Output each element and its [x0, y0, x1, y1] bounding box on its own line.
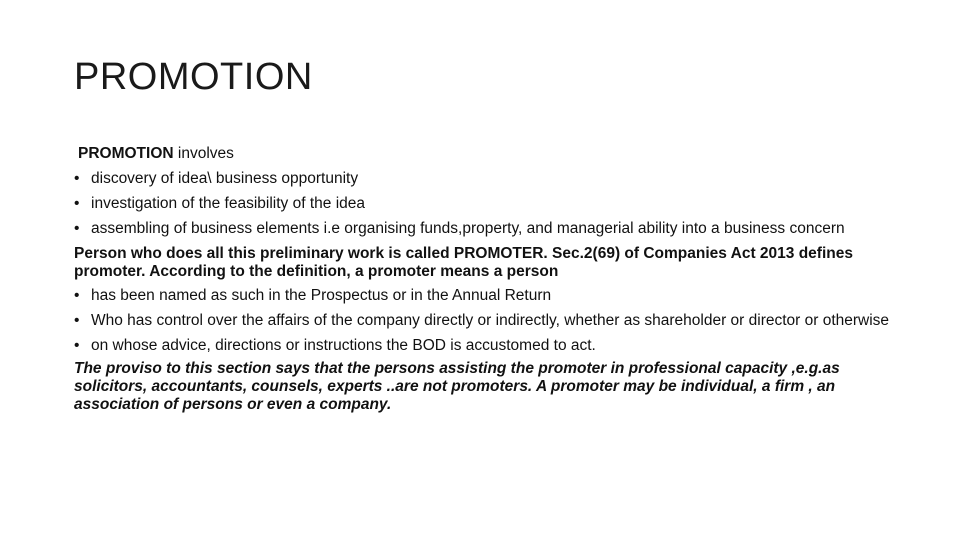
slide-body	[74, 143, 894, 414]
bullet-dot: •	[74, 337, 80, 354]
bullet-text: assembling of business elements i.e organising funds,property, and managerial ability into a business concern	[91, 220, 845, 237]
proviso-text: The proviso to this section says that the persons assisting the promoter in professional capacity ,e.g.as solicitors, accountants, counsels, experts ..are not promoters. A promoter may be individual, a firm , an association of persons or even a company.	[74, 360, 840, 413]
list-item	[74, 285, 894, 306]
list-item	[74, 310, 894, 331]
bullet-text: Who has control over the affairs of the company directly or indirectly, whether as shareholder or director or otherwise	[91, 312, 890, 329]
intro-line	[74, 143, 894, 164]
bullet-text: has been named as such in the Prospectus or in the Annual Return	[91, 287, 552, 304]
list-item	[74, 193, 894, 214]
slide-title: PROMOTION	[74, 56, 313, 98]
bullet-dot: •	[74, 312, 80, 329]
bullet-text: investigation of the feasibility of the idea	[91, 195, 366, 212]
bullet-text: on whose advice, directions or instructions the BOD is accustomed to act.	[91, 337, 596, 354]
bullet-dot: •	[74, 195, 80, 212]
intro-bold: PROMOTION	[78, 145, 174, 162]
intro-rest: involves	[173, 145, 234, 162]
list-item	[74, 218, 894, 239]
bullet-dot: •	[74, 287, 80, 304]
list-item	[74, 168, 894, 189]
list-item	[74, 335, 894, 356]
bullet-dot: •	[74, 220, 80, 237]
bullet-text: discovery of idea\ business opportunity	[91, 170, 359, 187]
bullet-dot: •	[74, 170, 80, 187]
definition-text: Person who does all this preliminary work is called PROMOTER. Sec.2(69) of Companies Act 2013 defines promoter. According to the definition, a promoter means a person	[74, 245, 853, 280]
